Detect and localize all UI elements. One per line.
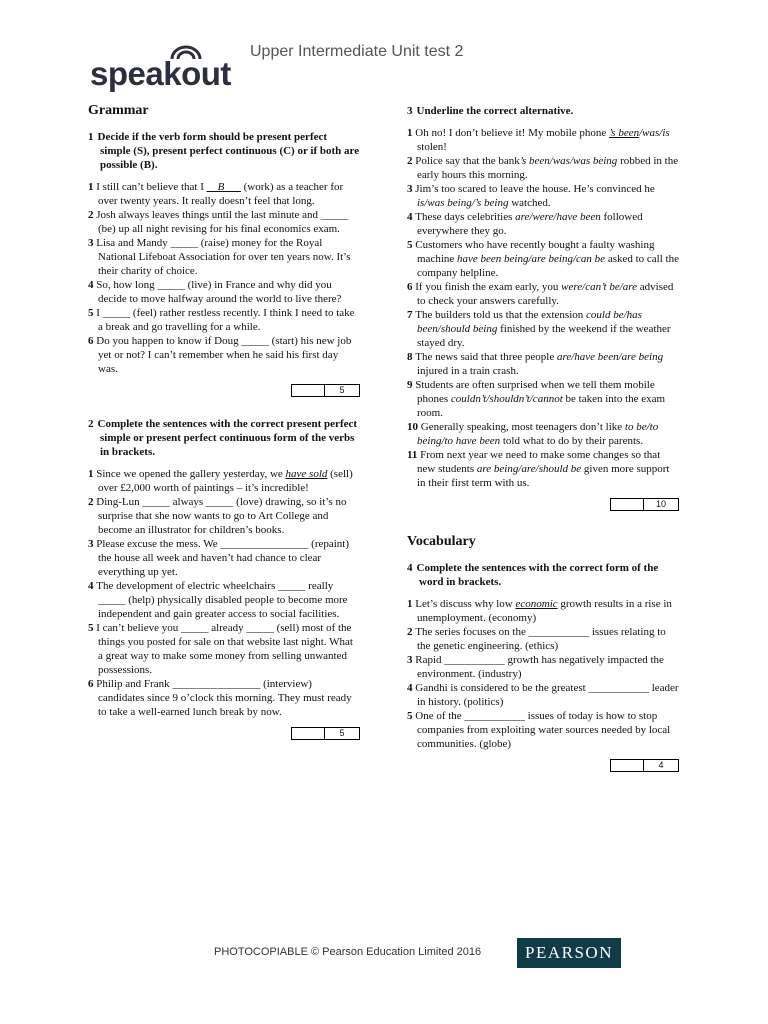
item-number: 5 [88, 622, 97, 634]
item-text: ’s been/was/was being [519, 155, 618, 167]
q1-score-blank [292, 385, 325, 396]
item-text: are being/are/should be [476, 463, 582, 475]
item-text: Police say that the bank [415, 155, 520, 167]
question-item [88, 677, 360, 719]
q1-score [88, 384, 360, 397]
item-number: 5 [407, 239, 416, 251]
item-number: 1 [407, 127, 416, 139]
question-item [88, 467, 360, 495]
q2-instruction [88, 417, 360, 459]
q3-instruction [407, 104, 679, 118]
question-item [407, 597, 679, 625]
question-item [407, 126, 679, 154]
question-item [407, 182, 679, 210]
grammar-heading: Grammar [88, 103, 149, 118]
item-text: I _____ (feel) rather restless recently. I think I need to take a break and go travelling for a while. [96, 307, 355, 333]
item-text: couldn’t/shouldn’t/cannot [450, 393, 563, 405]
q1-instruction-text: Decide if the verb form should be present perfect simple (S), present perfect continuous (C) or if both are possible (B). [97, 131, 360, 171]
item-number: 6 [88, 678, 97, 690]
question-item [88, 334, 360, 376]
question-item [88, 621, 360, 677]
question-item [407, 280, 679, 308]
item-text: These days celebrities [415, 211, 516, 223]
item-number: 10 [407, 421, 421, 433]
q2-number: 2 [88, 418, 94, 430]
q3-score-box [610, 498, 679, 511]
item-text: have sold [285, 468, 328, 480]
item-text: robbed in the early hours this morning. [417, 155, 679, 181]
q3-score-blank [611, 499, 644, 510]
q4-items [407, 597, 679, 751]
question-item [407, 378, 679, 420]
item-text: asked to call the company helpline. [417, 253, 679, 279]
question-item [88, 278, 360, 306]
q3-score [407, 498, 679, 511]
item-text: Do you happen to know if Doug _____ (start) his new job yet or not? I can’t remember when he said his first day was. [96, 335, 352, 375]
question-item [88, 579, 360, 621]
item-number: 2 [88, 209, 97, 221]
item-text: Josh always leaves things until the last minute and _____ (be) up all night revising for his final economics exam. [96, 209, 349, 235]
item-number: 4 [407, 682, 416, 694]
item-text: are/have been/are being [556, 351, 664, 363]
item-text: were/can’t be/are [561, 281, 638, 293]
question-item [88, 495, 360, 537]
q2-score [88, 727, 360, 740]
item-text: advised to check your answers carefully. [417, 281, 674, 307]
item-text: Philip and Frank ________________ (interview) candidates since 9 o’clock this morning. They must ready to take a well-earned lunch break by now. [96, 678, 352, 718]
item-number: 8 [407, 351, 416, 363]
item-text: __B___ [206, 181, 241, 193]
item-number: 9 [407, 379, 416, 391]
question-item [407, 238, 679, 280]
item-number: 6 [407, 281, 416, 293]
item-text: are/were/have been [515, 211, 601, 223]
question-item [407, 350, 679, 378]
q1-instruction [88, 130, 360, 172]
q4-number: 4 [407, 562, 413, 574]
item-number: 3 [88, 538, 97, 550]
item-number: 5 [88, 307, 97, 319]
item-text: stolen! [417, 141, 447, 153]
item-number: 3 [407, 183, 416, 195]
q3-instruction-text: Underline the correct alternative. [416, 105, 574, 117]
item-text: be taken into the exam room. [417, 393, 666, 419]
question-item [407, 308, 679, 350]
question-item [88, 537, 360, 579]
item-number: 4 [407, 211, 416, 223]
q3-items [407, 126, 679, 490]
question-item [407, 154, 679, 182]
item-text: injured in a train crash. [417, 365, 519, 377]
question-item [407, 448, 679, 490]
item-text: The series focuses on the ___________ issues relating to the genetic engineering. (ethics) [415, 626, 666, 652]
item-text: Jim’s too scared to leave the house. He’s convinced he [415, 183, 655, 195]
item-number: 2 [88, 496, 97, 508]
item-text: Oh no! I don’t believe it! My mobile phone [415, 127, 610, 139]
q4-score-total: 4 [658, 760, 664, 770]
item-number: 4 [88, 580, 97, 592]
item-text: The news said that three people [415, 351, 557, 363]
q2-items [88, 467, 360, 719]
item-number: 6 [88, 335, 97, 347]
q4-instruction-text: Complete the sentences with the correct form of the word in brackets. [416, 562, 659, 588]
item-text: Students are often surprised when we tell them mobile phones [415, 379, 655, 405]
question-item [407, 625, 679, 653]
page-title: Upper Intermediate Unit test 2 [250, 43, 464, 60]
item-text: /was/is [639, 127, 670, 139]
q2-instruction-text: Complete the sentences with the correct present perfect simple or present perfect continuous form of the verbs in brackets. [97, 418, 358, 458]
pearson-logo: PEARSON [517, 938, 621, 968]
q3-number: 3 [407, 105, 413, 117]
item-text: ’s been [609, 127, 640, 139]
left-column [88, 100, 360, 740]
item-number: 3 [88, 237, 97, 249]
item-text: finished by the weekend if the weather stayed dry. [417, 323, 671, 349]
question-item [407, 709, 679, 751]
question-item [88, 208, 360, 236]
item-number: 11 [407, 449, 421, 461]
question-item [88, 180, 360, 208]
item-text: I still can’t believe that I [96, 181, 207, 193]
item-text: followed everywhere they go. [417, 211, 643, 237]
item-text: given more support in their first term with us. [417, 463, 670, 489]
item-text: told what to do by their parents. [500, 435, 644, 447]
q4-score [407, 759, 679, 772]
question-item [88, 306, 360, 334]
q3-score-total: 10 [655, 499, 666, 509]
item-text: So, how long _____ (live) in France and why did you decide to move halfway around the world to live there? [96, 279, 342, 305]
item-text: Generally speaking, most teenagers don’t like [420, 421, 625, 433]
item-text: Lisa and Mandy _____ (raise) money for the Royal National Lifeboat Association for over ten years now. It’s their charity of choice. [96, 237, 351, 277]
item-text: Gandhi is considered to be the greatest ___________ leader in history. (politics) [415, 682, 679, 708]
q2-score-blank [292, 728, 325, 739]
item-text: Please excuse the mess. We ________________ (repaint) the house all week and haven’t had chance to clear everything up yet. [96, 538, 350, 578]
item-number: 2 [407, 626, 416, 638]
item-number: 1 [88, 468, 97, 480]
item-number: 1 [88, 181, 97, 193]
speakout-logo [90, 45, 246, 95]
item-number: 7 [407, 309, 416, 321]
copyright-notice: PHOTOCOPIABLE © Pearson Education Limited 2016 [214, 946, 482, 958]
item-text: to be/to being/to have been [417, 421, 659, 447]
vocabulary-heading: Vocabulary [407, 534, 476, 549]
q2-score-total: 5 [339, 728, 345, 738]
question-item [407, 210, 679, 238]
q4-score-box [610, 759, 679, 772]
item-text: If you finish the exam early, you [415, 281, 562, 293]
q4-score-blank [611, 760, 644, 771]
item-text: Ding-Lun _____ always _____ (love) drawing, so it’s no surprise that she now wants to go to Art College and become an illustrator for children’s books. [96, 496, 347, 536]
item-text: I can’t believe you _____ already _____ (sell) most of the things you posted for sale on that website last night. What a great way to make some money from selling unwanted possessions. [96, 622, 353, 676]
question-item [407, 681, 679, 709]
q1-score-box [291, 384, 360, 397]
item-text: The builders told us that the extension [415, 309, 587, 321]
item-text: (sell) over £2,000 worth of paintings – it’s incredible! [98, 468, 353, 494]
item-number: 3 [407, 654, 416, 666]
item-text: From next year we need to make some changes so that new students [417, 449, 661, 475]
item-number: 4 [88, 279, 97, 291]
item-text: One of the ___________ issues of today is how to stop companies from exploiting water sources needed by local communities. (globe) [415, 710, 671, 750]
item-text: is/was being/’s being [417, 197, 509, 209]
item-text: economic [515, 598, 558, 610]
item-number: 1 [407, 598, 416, 610]
q4-instruction [407, 561, 679, 589]
item-number: 2 [407, 155, 416, 167]
q2-score-box [291, 727, 360, 740]
item-text: watched. [508, 197, 551, 209]
item-text: Customers who have recently bought a faulty washing machine [415, 239, 655, 265]
q1-score-total: 5 [339, 385, 345, 395]
item-text: Let’s discuss why low [415, 598, 516, 610]
item-text: (work) as a teacher for over twenty years. It really doesn’t feel that long. [98, 181, 344, 207]
question-item [407, 653, 679, 681]
item-number: 5 [407, 710, 416, 722]
item-text: The development of electric wheelchairs _____ really _____ (help) physically disabled people to become more independent and gain greater access to social facilities. [96, 580, 348, 620]
item-text: could be/has been/should being [417, 309, 642, 335]
question-item [88, 236, 360, 278]
question-item [407, 420, 679, 448]
item-text: have been being/are being/can be [457, 253, 606, 265]
item-text: Rapid ___________ growth has negatively impacted the environment. (industry) [415, 654, 664, 680]
q1-items [88, 180, 360, 376]
q1-number: 1 [88, 131, 94, 143]
right-column [407, 100, 679, 772]
item-text: Since we opened the gallery yesterday, we [96, 468, 286, 480]
logo-text: speakout [90, 55, 231, 92]
item-text: growth results in a rise in unemployment. (economy) [417, 598, 672, 624]
